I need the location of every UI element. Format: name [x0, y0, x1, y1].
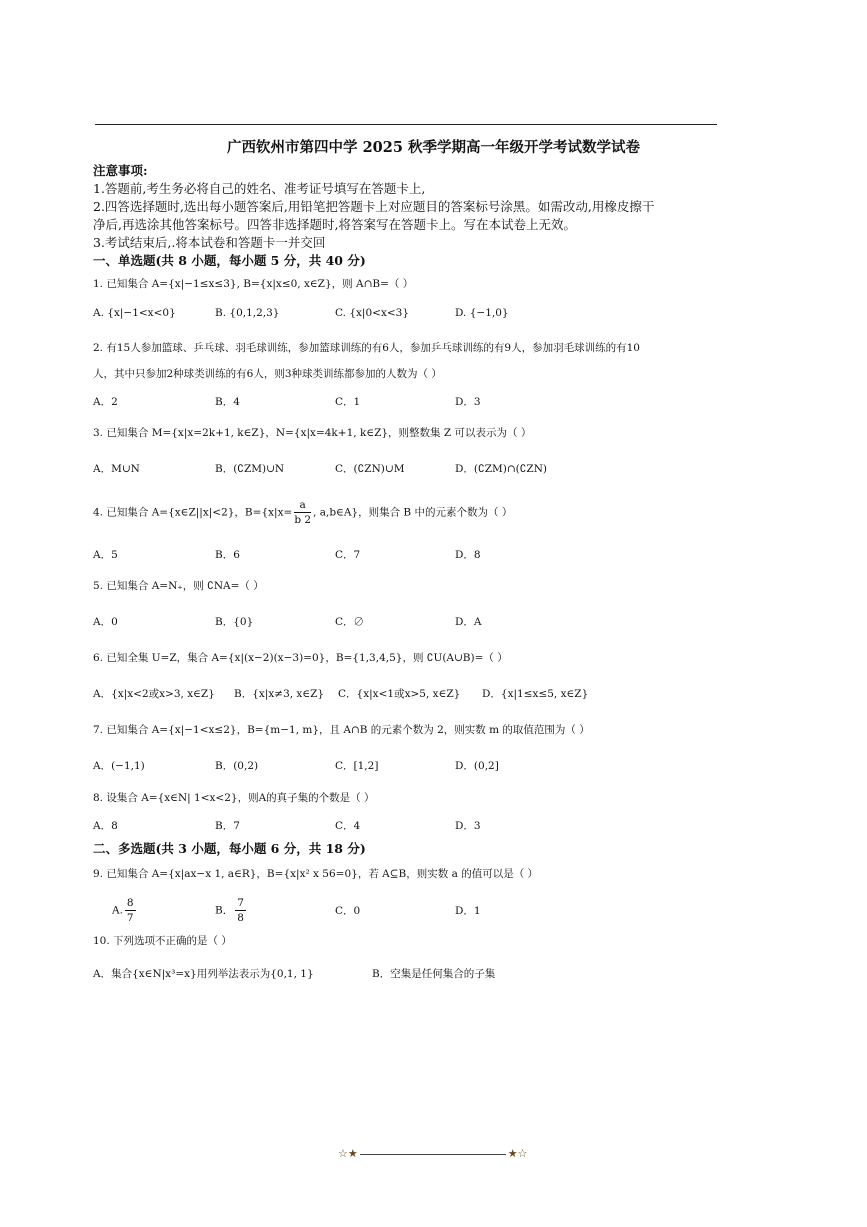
q8-option-d: D．3 [455, 820, 481, 832]
q3-stem: 3. 已知集合 M={x|x=2k+1, k∈Z}，N={x|x=4k+1, k∈Z}，则整数集 Z 可以表示为（ ） [93, 427, 532, 439]
q5-option-b: B．{0} [215, 616, 254, 628]
q6-option-a: A．{x|x<2或x>3, x∈Z} [93, 688, 215, 700]
q9-option-a-label: A. [112, 904, 123, 917]
q2-option-a: A．2 [93, 396, 118, 408]
q1-option-c: C. {x|0<x<3} [335, 307, 410, 319]
q1-option-b: B. {0,1,2,3} [215, 307, 280, 319]
q6-option-b: B．{x|x≠3, x∈Z} [234, 688, 325, 700]
q5-option-d: D．A [455, 616, 482, 628]
q7-option-d: D．(0,2] [455, 760, 499, 772]
q9-b-num: 7 [237, 897, 244, 909]
q7-stem: 7. 已知集合 A={x|−1<x≤2}，B={m−1, m}，且 A∩B 的元素个数为 2，则实数 m 的取值范围为（ ） [93, 724, 590, 736]
note-2b: 净后,再选涂其他答案标号。四答非选择题时,将答案写在答题卡上。写在本试卷上无效。 [93, 217, 576, 232]
q7-option-a: A．(−1,1) [93, 760, 145, 772]
q8-option-a: A．8 [93, 820, 118, 832]
q4-frac-den: b 2 [294, 514, 312, 526]
notes-heading: 注意事项: [93, 163, 148, 178]
q3-option-a: A．M∪N [93, 463, 140, 475]
q2-stem-line1: 2. 有15人参加篮球、乒乓球、羽毛球训练，参加篮球训练的有6人，参加乒乓球训练的有9人，参加羽毛球训练的有10 [93, 342, 640, 354]
section1-heading: 一、单选题(共 8 小题，每小题 5 分，共 40 分) [93, 253, 366, 268]
q6-option-c: C．{x|x<1或x>5, x∈Z} [338, 688, 461, 700]
q10-stem: 10. 下列选项不正确的是（ ） [93, 935, 232, 947]
q6-stem: 6. 已知全集 U=Z，集合 A={x|(x−2)(x−3)=0}，B={1,3,4,5}，则 ∁U(A∪B)=（ ） [93, 652, 508, 664]
q2-stem-line2: 人，其中只参加2种球类训练的有6人，则3种球类训练都参加的人数为（ ） [93, 368, 442, 380]
q4-stem-pre: 4. 已知集合 A={x∈Z||x|<2}，B={x|x= [93, 506, 293, 519]
q3-option-c: C．(∁ZN)∪M [335, 463, 405, 475]
q9-a-num: 8 [126, 897, 134, 909]
q9-stem: 9. 已知集合 A={x|ax−x 1, a∈R}，B={x|x² x 56=0}，若 A⊆B，则实数 a 的值可以是（ ） [93, 868, 539, 880]
q9-option-d: D．1 [455, 905, 481, 917]
q9-option-b [215, 896, 248, 925]
q10-option-a: A．集合{x∈N|x³=x}用列举法表示为{0,1, 1} [93, 968, 314, 980]
q4-fraction [294, 498, 311, 527]
q4-option-c: C．7 [335, 549, 361, 561]
header-rule [95, 124, 717, 125]
q2-option-c: C．1 [335, 396, 361, 408]
q8-option-b: B．7 [215, 820, 240, 832]
q5-option-c: C．∅ [335, 616, 365, 628]
q7-option-b: B．(0,2) [215, 760, 259, 772]
q2-option-d: D．3 [455, 396, 481, 408]
note-1: 1.答题前,考生务必将自己的姓名、准考证号填写在答题卡上, [93, 181, 426, 196]
exam-title: 广西钦州市第四中学 2025 秋季学期高一年级开学考试数学试卷 [227, 139, 640, 156]
q9-option-c: C．0 [335, 905, 361, 917]
q8-stem: 8. 设集合 A={x∈N| 1<x<2}，则A的真子集的个数是（ ） [93, 792, 375, 804]
note-3: 3.考试结束后,.将本试卷和答题卡一并交回 [93, 235, 326, 250]
q8-option-c: C．4 [335, 820, 361, 832]
q9-option-a [112, 896, 138, 925]
q10-option-b: B．空集是任何集合的子集 [372, 968, 496, 980]
note-2a: 2.四答选择题时,选出每小题答案后,用铅笔把答题卡上对应题目的答案标号涂黑。如需改动,用橡皮擦干 [93, 199, 655, 214]
q9-option-b-label: B． [215, 904, 234, 917]
q9-option-b-fraction [235, 896, 246, 925]
q9-option-a-fraction [125, 896, 136, 925]
q9-a-den: 7 [126, 912, 134, 924]
q5-stem: 5. 已知集合 A=N₊，则 ∁NA=（ ） [93, 580, 264, 592]
q4-option-a: A．5 [93, 549, 118, 561]
section2-heading: 二、多选题(共 3 小题，每小题 6 分，共 18 分) [93, 841, 366, 856]
q4-stem-post: , a,b∈A}，则集合 B 中的元素个数为（ ） [313, 506, 513, 519]
q3-option-d: D．(∁ZM)∩(∁ZN) [455, 463, 547, 475]
q4-option-d: D．8 [455, 549, 481, 561]
q1-option-a: A. {x|−1<x<0} [93, 307, 176, 319]
q2-option-b: B．4 [215, 396, 240, 408]
footer-divider [360, 1154, 506, 1155]
q4-stem [93, 498, 512, 527]
q3-option-b: B．(∁ZM)∪N [215, 463, 285, 475]
q4-frac-num: a [294, 498, 311, 513]
q9-b-den: 8 [237, 912, 244, 924]
q4-option-b: B．6 [215, 549, 240, 561]
q6-option-d: D．{x|1≤x≤5, x∈Z} [482, 688, 589, 700]
q1-stem: 1. 已知集合 A={x|−1≤x≤3}, B={x|x≤0, x∈Z}，则 A∩B=（ ） [93, 278, 414, 290]
footer-stars-left: ☆★ [338, 1147, 358, 1160]
q1-option-d: D. {−1,0} [455, 307, 509, 319]
footer-stars-right: ★☆ [507, 1147, 528, 1160]
q5-option-a: A．0 [93, 616, 118, 628]
q7-option-c: C．[1,2] [335, 760, 379, 772]
page-footer [338, 1147, 527, 1160]
